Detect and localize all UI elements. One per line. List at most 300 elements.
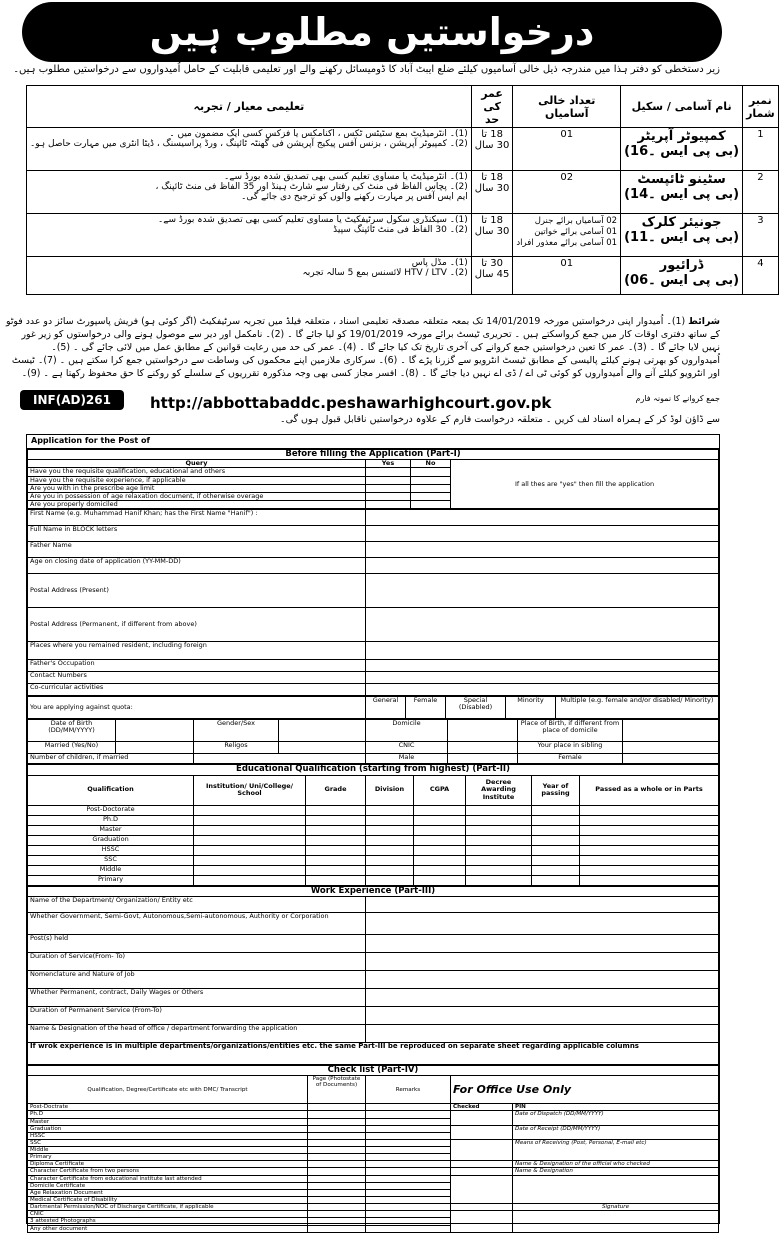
age-label: Age on closing date of application (YY-MM-DD) <box>28 558 366 574</box>
remarks-field[interactable] <box>366 1197 451 1204</box>
page-field[interactable] <box>308 1189 366 1196</box>
edu-cell[interactable] <box>414 805 466 815</box>
row-age <box>471 257 513 295</box>
edu-cell[interactable] <box>532 815 580 825</box>
age-min: 18 تا <box>481 129 503 140</box>
table-row <box>28 952 719 970</box>
married-label: Married (Yes/No) <box>28 742 116 754</box>
first-name-field[interactable] <box>366 510 719 526</box>
table-row <box>28 875 719 885</box>
gender-field[interactable] <box>279 720 366 742</box>
edu-cell[interactable] <box>194 815 306 825</box>
edu-cell[interactable] <box>306 875 366 885</box>
children-field[interactable] <box>194 754 366 764</box>
quota-label: You are applying against quota: <box>28 697 366 719</box>
edu-level: Primary <box>28 875 194 885</box>
post-name: جونیئر کلرک <box>641 215 722 230</box>
gender-label: Gender/Sex <box>194 720 279 742</box>
father-occupation-field[interactable] <box>366 660 719 672</box>
vacancy-line: 01 <box>560 129 574 140</box>
yes-box[interactable] <box>366 468 411 476</box>
office-cell[interactable] <box>451 1125 513 1139</box>
edu-cell[interactable] <box>194 845 306 855</box>
exp-label: Name of the Department/ Organization/ Entity etc <box>28 896 366 912</box>
postal-permanent-label: Postal Address (Permanent, if different from above) <box>28 608 366 642</box>
remarks-field[interactable] <box>366 1218 451 1225</box>
edu-cell[interactable] <box>366 835 414 845</box>
table-row <box>28 835 719 845</box>
page-field[interactable] <box>308 1161 366 1168</box>
edu-cell[interactable] <box>194 835 306 845</box>
place-birth-field[interactable] <box>623 720 719 742</box>
office-cell[interactable] <box>451 1175 513 1204</box>
exp-label: Whether Government, Semi-Govt, Autonomous,Semi-autonomous, Authority or Corporation <box>28 912 366 934</box>
row-number: 3 <box>743 214 779 257</box>
post-scale: (بی پی ایس ۔06) <box>624 273 740 288</box>
page-field[interactable] <box>308 1175 366 1182</box>
page-field[interactable] <box>308 1211 366 1218</box>
qualification-line: (2)۔ پچاس الفاظ فی منٹ کی رفتار سے شارٹ ہینڈ اور 35 الفاظ فی منٹ ٹائپنگ ، <box>155 182 468 192</box>
postal-permanent-field[interactable] <box>366 608 719 642</box>
office-cell[interactable] <box>451 1139 513 1160</box>
exp-field[interactable] <box>366 952 719 970</box>
edu-cell[interactable] <box>532 855 580 865</box>
edu-cell[interactable] <box>414 825 466 835</box>
religion-label: Religos <box>194 742 279 754</box>
domicile-label: Domicile <box>366 720 448 742</box>
post-name: سٹینو ٹائپسٹ <box>637 172 726 187</box>
yes-box[interactable] <box>366 476 411 484</box>
female-field[interactable] <box>623 754 719 764</box>
edu-header: Institution/ Uni/College/ School <box>194 775 306 805</box>
checklist-item: Character Certificate from educational institute last attended <box>28 1175 308 1182</box>
table-row <box>27 171 779 214</box>
edu-cell[interactable] <box>366 825 414 835</box>
page-field[interactable] <box>308 1154 366 1161</box>
table-row <box>27 214 779 257</box>
page-banner: درخواستیں مطلوب ہیں <box>22 2 722 62</box>
age-min: 30 تا <box>481 258 503 269</box>
edu-cell[interactable] <box>194 805 306 815</box>
quota-general[interactable]: General <box>366 697 406 719</box>
conditions-line: اُمیدواروں کو بھرتی ہونے کیلئے پالیسی کے مطابق ٹیسٹ انٹرویو سے گزرنا پڑے گا ۔ (6)۔ سرکاری ملازمین اپنے محکموں کی وساطت سے درخواستیں جمع کرا سکتے ہیں ۔ (7)۔ ٹیسٹ <box>11 355 720 366</box>
table-row <box>28 815 719 825</box>
edu-cell[interactable] <box>532 865 580 875</box>
conditions-line: اور انٹرویو کیلئے آنے والے اُمیدواروں کو کوئی ٹی اے / ڈی اے نہیں دیا جائے گا ۔ (8)۔ افسر مجاز کسی بھی وجہ مذکورہ تقرریوں کے سلسلے کو روکنے کا حق محفوظ رکھتا ہے ۔ (9)۔ <box>21 368 720 379</box>
edu-level: SSC <box>28 855 194 865</box>
vacancy-line: 01 <box>560 258 574 269</box>
remarks-field[interactable] <box>366 1161 451 1168</box>
remarks-field[interactable] <box>366 1204 451 1211</box>
first-name-label: First Name (e.g. Muhammad Hanif Khan; has the First Name "Hanif") : <box>28 510 366 526</box>
qualification-line: (1)۔ انٹرمیڈیٹ یا مساوی تعلیم کسی بھی تصدیق شدہ بورڈ سے۔ <box>223 172 468 182</box>
edu-cell[interactable] <box>532 805 580 815</box>
edu-cell[interactable] <box>414 855 466 865</box>
yes-box[interactable] <box>366 501 411 509</box>
remarks-field[interactable] <box>366 1118 451 1125</box>
quota-table <box>27 696 719 719</box>
table-row <box>28 988 719 1006</box>
father-occupation-label: Father's Occupation <box>28 660 366 672</box>
post-scale: (بی پی ایس ۔11) <box>624 230 740 245</box>
checklist-item: Domicile Certificate <box>28 1182 308 1189</box>
row-vacancies <box>513 171 621 214</box>
edu-cell[interactable] <box>580 825 719 835</box>
checklist-item: Any other document <box>28 1225 308 1232</box>
contact-label: Contact Numbers <box>28 672 366 684</box>
checklist-item: Character Certificate from two persons <box>28 1168 308 1175</box>
query-text: Are you in possession of age relaxation document, if otherwise overage <box>28 492 366 500</box>
table-row <box>28 1211 719 1218</box>
page-field[interactable] <box>308 1118 366 1125</box>
table-row <box>28 1168 719 1175</box>
qualification-line: (2)۔ 30 الفاظ فی منٹ ٹائپنگ سپیڈ <box>333 225 468 235</box>
remarks-field[interactable] <box>366 1168 451 1175</box>
jobs-table <box>26 85 779 295</box>
table-row <box>28 865 719 875</box>
edu-cell[interactable] <box>194 865 306 875</box>
table-row <box>28 1006 719 1024</box>
query-header: Query <box>28 460 366 468</box>
edu-cell[interactable] <box>532 825 580 835</box>
table-row <box>28 805 719 815</box>
edu-cell[interactable] <box>306 815 366 825</box>
exp-field[interactable] <box>366 1024 719 1042</box>
cocurricular-label: Co-curricular activities <box>28 684 366 696</box>
vacancy-line: 01 آسامی برائے معذور افراد <box>516 238 618 248</box>
sibling-field[interactable] <box>623 742 719 754</box>
table-row <box>28 825 719 835</box>
remarks-field[interactable] <box>366 1154 451 1161</box>
edu-cell[interactable] <box>580 845 719 855</box>
page-field[interactable] <box>308 1132 366 1139</box>
no-box[interactable] <box>411 501 451 509</box>
no-box[interactable] <box>411 484 451 492</box>
row-vacancies <box>513 128 621 171</box>
qualification-line: (1)۔ مڈل پاس <box>411 258 468 268</box>
part1-title: Before filling the Application (Part-I) <box>28 450 719 460</box>
office-official: Name & Designation of the official who checked <box>513 1161 719 1168</box>
conditions-line <box>5 315 720 328</box>
edu-cell[interactable] <box>532 845 580 855</box>
postal-present-field[interactable] <box>366 574 719 608</box>
edu-cell[interactable] <box>580 865 719 875</box>
edu-level: Post-Doctorate <box>28 805 194 815</box>
dob-field[interactable] <box>116 720 194 742</box>
edu-cell[interactable] <box>366 845 414 855</box>
conditions-text: (1)۔ اُمیدوار اپنی درخواستیں مورخہ 14/01/2019 تک بمعہ متعلقہ مصدقہ تعلیمی اسناد ، متعلقہ فیلڈ میں تجربہ سرٹیفکیٹ (اگر کوئی ہو) فریش پاسپورٹ سائز دو عدد فوٹو <box>5 316 686 327</box>
places-field[interactable] <box>366 642 719 660</box>
edu-cell[interactable] <box>414 815 466 825</box>
edu-cell[interactable] <box>194 825 306 835</box>
edu-cell[interactable] <box>194 855 306 865</box>
checklist-header: Remarks <box>366 1076 451 1104</box>
vacancy-line: 02 <box>560 172 574 183</box>
post-of-field[interactable]: Application for the Post of <box>27 435 719 449</box>
office-dispatch: Date of Dispatch (DD/MM/YYYY) <box>513 1111 719 1125</box>
personal-table <box>27 509 719 696</box>
checklist-item: Primary <box>28 1154 308 1161</box>
edu-cell[interactable] <box>306 825 366 835</box>
query-text: Have you the requisite experience, if applicable <box>28 476 366 484</box>
edu-cell[interactable] <box>414 835 466 845</box>
post-scale: (بی پی ایس ۔16) <box>624 144 740 159</box>
married-field[interactable] <box>116 742 194 754</box>
qualification-line: (1)۔ انٹرمیڈیٹ بمع سٹیٹس ٹکس ، اکنامکس یا فزکس کسی ایک مضمون میں ۔ <box>169 129 468 139</box>
father-name-field[interactable] <box>366 542 719 558</box>
edu-header: Year of passing <box>532 775 580 805</box>
remarks-field[interactable] <box>366 1175 451 1182</box>
edu-cell[interactable] <box>414 875 466 885</box>
table-row <box>28 1175 719 1182</box>
age-max: 30 سال <box>474 140 510 151</box>
checklist-item: Diploma Certificate <box>28 1161 308 1168</box>
edu-cell[interactable] <box>466 825 532 835</box>
table-row <box>28 1139 719 1146</box>
header-post: نام آسامی / سکیل <box>621 86 743 128</box>
no-box[interactable] <box>411 476 451 484</box>
male-field[interactable] <box>448 754 518 764</box>
office-cell[interactable] <box>451 1161 513 1168</box>
edu-cell[interactable] <box>366 875 414 885</box>
quota-minority[interactable]: Minority <box>506 697 556 719</box>
remarks-field[interactable] <box>366 1132 451 1139</box>
edu-cell[interactable] <box>414 845 466 855</box>
edu-cell[interactable] <box>466 815 532 825</box>
edu-cell[interactable] <box>532 875 580 885</box>
cocurricular-field[interactable] <box>366 684 719 696</box>
jobs-header-row <box>27 86 779 128</box>
male-label: Male <box>366 754 448 764</box>
post-name: ڈرائیور <box>659 258 704 273</box>
table-row <box>28 934 719 952</box>
edu-cell[interactable] <box>580 805 719 815</box>
exp-label: Nomenclature and Nature of Job <box>28 970 366 988</box>
exp-field[interactable] <box>366 988 719 1006</box>
exp-field[interactable] <box>366 1006 719 1024</box>
website-link[interactable]: http://abbottabaddc.peshawarhighcourt.gov.pk <box>150 394 552 412</box>
edu-cell[interactable] <box>306 805 366 815</box>
row-post <box>621 171 743 214</box>
qualification-line: (2)۔ کمپیوٹر آپریشن ، بزنس آفس پیکیج آپریشن فی گھنٹہ ٹائپنگ ، ورڈ پراسیسنگ ، ڈیٹا انٹری میں مہارت حاصل ہو۔ <box>30 139 468 149</box>
religion-field[interactable] <box>279 742 366 754</box>
conditions-heading: شرائط <box>688 316 720 327</box>
edu-level: HSSC <box>28 845 194 855</box>
education-title: Educational Qualification (starting from highest) (Part-II) <box>28 765 719 775</box>
edu-cell[interactable] <box>466 835 532 845</box>
age-max: 30 سال <box>474 183 510 194</box>
page-field[interactable] <box>308 1225 366 1232</box>
row-qualification <box>27 214 472 257</box>
reference-badge: INF(AD)261 <box>20 390 124 410</box>
row-post <box>621 257 743 295</box>
remarks-field[interactable] <box>366 1225 451 1232</box>
conditions-block <box>5 315 720 395</box>
page-field[interactable] <box>308 1218 366 1225</box>
office-cell[interactable] <box>451 1111 513 1125</box>
no-box[interactable] <box>411 492 451 500</box>
quota-special[interactable]: Special (Disabled) <box>446 697 506 719</box>
remarks-field[interactable] <box>366 1104 451 1111</box>
places-label: Places where you remained resident, including foreign <box>28 642 366 660</box>
edu-cell[interactable] <box>466 805 532 815</box>
edu-level: Middle <box>28 865 194 875</box>
row-number: 4 <box>743 257 779 295</box>
edu-cell[interactable] <box>580 855 719 865</box>
office-pin: PIN <box>513 1104 719 1111</box>
page-field[interactable] <box>308 1125 366 1132</box>
edu-cell[interactable] <box>580 835 719 845</box>
checklist-title: Check list (Part-IV) <box>28 1065 719 1075</box>
page-field[interactable] <box>308 1147 366 1154</box>
header-age: عمر کی حد <box>471 86 513 128</box>
quota-multiple[interactable]: Multiple (e.g. female and/or disabled/ Minority) <box>556 697 719 719</box>
edu-cell[interactable] <box>466 865 532 875</box>
edu-cell[interactable] <box>306 845 366 855</box>
edu-cell[interactable] <box>366 865 414 875</box>
page-field[interactable] <box>308 1139 366 1146</box>
checklist-item: 3 attested Photographs <box>28 1218 308 1225</box>
no-box[interactable] <box>411 468 451 476</box>
office-signature: Signature <box>513 1204 719 1211</box>
remarks-field[interactable] <box>366 1111 451 1118</box>
experience-title: Work Experience (Part-III) <box>28 886 719 896</box>
domicile-field[interactable] <box>448 720 518 742</box>
edu-cell[interactable] <box>466 875 532 885</box>
sibling-label: Your place in sibling <box>518 742 623 754</box>
edu-cell[interactable] <box>306 865 366 875</box>
row-age <box>471 171 513 214</box>
remarks-field[interactable] <box>366 1147 451 1154</box>
edu-cell[interactable] <box>306 855 366 865</box>
checklist-item: Ph.D <box>28 1111 308 1118</box>
intro-text: زیر دستخطی کو دفتر ہذا میں مندرجہ ذیل خالی آسامیوں کیلئے ضلع ایبٹ آباد کا ڈومیسائل رکھنے والے اور تعلیمی قابلیت کے حامل اُمیدواروں سے درخواستیں مطلوب ہیں۔ <box>13 64 720 75</box>
full-name-field[interactable] <box>366 526 719 542</box>
edu-cell[interactable] <box>366 855 414 865</box>
office-cell[interactable] <box>451 1211 513 1232</box>
edu-header: Decree Awarding Institute <box>466 775 532 805</box>
yes-box[interactable] <box>366 492 411 500</box>
office-cell[interactable] <box>451 1168 513 1175</box>
edu-cell[interactable] <box>466 845 532 855</box>
checklist-item: HSSC <box>28 1132 308 1139</box>
office-cell[interactable] <box>513 1211 719 1232</box>
edu-cell[interactable] <box>414 865 466 875</box>
edu-header: Division <box>366 775 414 805</box>
table-row <box>28 1161 719 1168</box>
experience-table <box>27 886 719 1065</box>
contact-field[interactable] <box>366 672 719 684</box>
page-field[interactable] <box>308 1204 366 1211</box>
checklist-item: CNIC <box>28 1211 308 1218</box>
page-field[interactable] <box>308 1111 366 1118</box>
experience-note: If wrok experience is in multiple departments/organizations/entities etc. the same Part-III be reproduced on separate sheet regarding applicable columns <box>28 1042 719 1064</box>
age-max: 45 سال <box>474 269 510 280</box>
remarks-field[interactable] <box>366 1125 451 1132</box>
remarks-field[interactable] <box>366 1182 451 1189</box>
office-cell[interactable] <box>513 1175 719 1204</box>
checklist-header: Page (Photostate of Documents) <box>308 1076 366 1104</box>
checklist-item: Dartmental Permission/NOC of Discharge Certificate, if applicable <box>28 1204 308 1211</box>
page-field[interactable] <box>308 1168 366 1175</box>
children-label: Number of children, if married <box>28 754 194 764</box>
edu-level: Graduation <box>28 835 194 845</box>
part1-table <box>27 449 719 509</box>
checklist-item: Graduation <box>28 1125 308 1132</box>
edu-level: Master <box>28 825 194 835</box>
edu-header: CGPA <box>414 775 466 805</box>
exp-field[interactable] <box>366 912 719 934</box>
cnic-field[interactable] <box>448 742 518 754</box>
checklist-header: Qualification, Degree/Certificate etc with DMC/ Transcript <box>28 1076 308 1104</box>
table-row <box>28 845 719 855</box>
page-field[interactable] <box>308 1197 366 1204</box>
row-qualification <box>27 171 472 214</box>
yes-box[interactable] <box>366 484 411 492</box>
edu-header: Qualification <box>28 775 194 805</box>
place-birth-label: Place of Birth, if different from place of domicile <box>518 720 623 742</box>
exp-field[interactable] <box>366 934 719 952</box>
edu-cell[interactable] <box>532 835 580 845</box>
edu-cell[interactable] <box>366 815 414 825</box>
row-age <box>471 214 513 257</box>
edu-cell[interactable] <box>466 855 532 865</box>
table-row <box>27 257 779 295</box>
table-row <box>28 1204 719 1211</box>
checklist-item: Medical Certificate of Disability <box>28 1197 308 1204</box>
row-vacancies <box>513 214 621 257</box>
office-name-designation: Name & Designation <box>513 1168 719 1175</box>
edu-level: Ph.D <box>28 815 194 825</box>
office-cell[interactable] <box>451 1204 513 1211</box>
exp-field[interactable] <box>366 896 719 912</box>
edu-cell[interactable] <box>366 805 414 815</box>
edu-cell[interactable] <box>580 875 719 885</box>
page-field[interactable] <box>308 1104 366 1111</box>
father-name-label: Father Name <box>28 542 366 558</box>
exp-label: Duration of Permanent Service (From-To) <box>28 1006 366 1024</box>
quota-female[interactable]: Female <box>406 697 446 719</box>
remarks-field[interactable] <box>366 1189 451 1196</box>
edu-cell[interactable] <box>580 815 719 825</box>
table-row <box>28 1024 719 1042</box>
checklist-item: Middle <box>28 1147 308 1154</box>
age-field[interactable] <box>366 558 719 574</box>
vacancy-line: 01 آسامی برائے خواتین <box>534 227 618 237</box>
remarks-field[interactable] <box>366 1211 451 1218</box>
remarks-field[interactable] <box>366 1139 451 1146</box>
edu-header: Grade <box>306 775 366 805</box>
table-row <box>28 855 719 865</box>
edu-cell[interactable] <box>306 835 366 845</box>
office-receipt: Date of Receipt (DD/MM/YYYY) <box>513 1125 719 1139</box>
yes-header: Yes <box>366 460 411 468</box>
qualification-line: (2)۔ HTV / LTV لائسنس بمع 5 سالہ تجربہ <box>302 268 468 278</box>
checklist-item: Master <box>28 1118 308 1125</box>
row-post <box>621 128 743 171</box>
checklist-item: SSC <box>28 1139 308 1146</box>
checklist-table <box>27 1065 719 1233</box>
checklist-item: Post-Doctrate <box>28 1104 308 1111</box>
edu-cell[interactable] <box>194 875 306 885</box>
exp-label: Name & Designation of the head of office / department forwarding the application <box>28 1024 366 1042</box>
row-post <box>621 214 743 257</box>
exp-field[interactable] <box>366 970 719 988</box>
age-max: 30 سال <box>474 226 510 237</box>
page-field[interactable] <box>308 1182 366 1189</box>
postal-present-label: Postal Address (Present) <box>28 574 366 608</box>
post-scale: (بی پی ایس ۔14) <box>624 187 740 202</box>
